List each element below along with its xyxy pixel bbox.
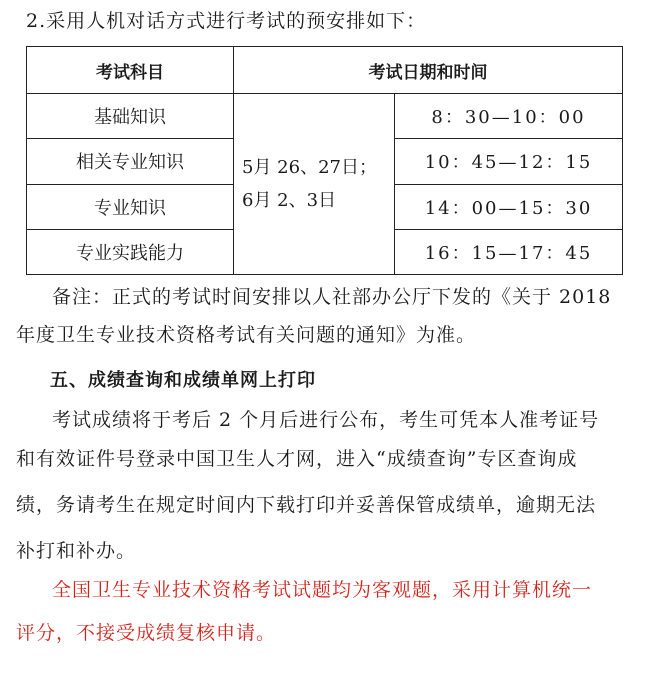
table-header-row	[27, 47, 623, 94]
subject-cell: 专业实践能力	[27, 229, 234, 274]
exam-date-line: 6月 2、3日	[242, 190, 337, 211]
notice-line: 全国卫生专业技术资格考试试题均为客观题，采用计算机统一	[52, 579, 593, 601]
notice-line: 评分，不接受成绩复核申请。	[16, 622, 277, 644]
header-subject: 考试科目	[27, 47, 234, 94]
exam-date-line: 5月 26、27日；	[242, 156, 377, 178]
subject-cell: 专业知识	[27, 184, 234, 229]
time-cell: 8：30—10：00	[395, 94, 623, 139]
paragraph-line: 补打和补办。	[16, 540, 137, 562]
exam-dates-cell	[234, 94, 395, 275]
paragraph-line: 和有效证件号登录中国卫生人才网，进入“成绩查询”专区查询成	[16, 448, 578, 470]
intro-text: 2.采用人机对话方式进行考试的预安排如下：	[26, 10, 427, 32]
time-cell: 14：00—15：30	[395, 184, 623, 229]
note-line: 年度卫生专业技术资格考试有关问题的通知》为准。	[16, 324, 477, 346]
exam-schedule-table	[26, 46, 623, 275]
section-title: 五、成绩查询和成绩单网上打印	[50, 370, 316, 391]
paragraph-line: 考试成绩将于考后 2 个月后进行公布，考生可凭本人准考证号	[52, 409, 600, 431]
header-datetime: 考试日期和时间	[234, 47, 623, 94]
subject-cell: 基础知识	[27, 94, 234, 139]
paragraph-line: 绩，务请考生在规定时间内下载打印并妥善保管成绩单，逾期无法	[16, 494, 597, 516]
note-line: 备注：正式的考试时间安排以人社部办公厅下发的《关于 2018	[52, 286, 612, 308]
time-cell: 16：15—17：45	[395, 229, 623, 274]
subject-cell: 相关专业知识	[27, 139, 234, 184]
time-cell: 10：45—12：15	[395, 139, 623, 184]
table-row	[27, 94, 623, 139]
